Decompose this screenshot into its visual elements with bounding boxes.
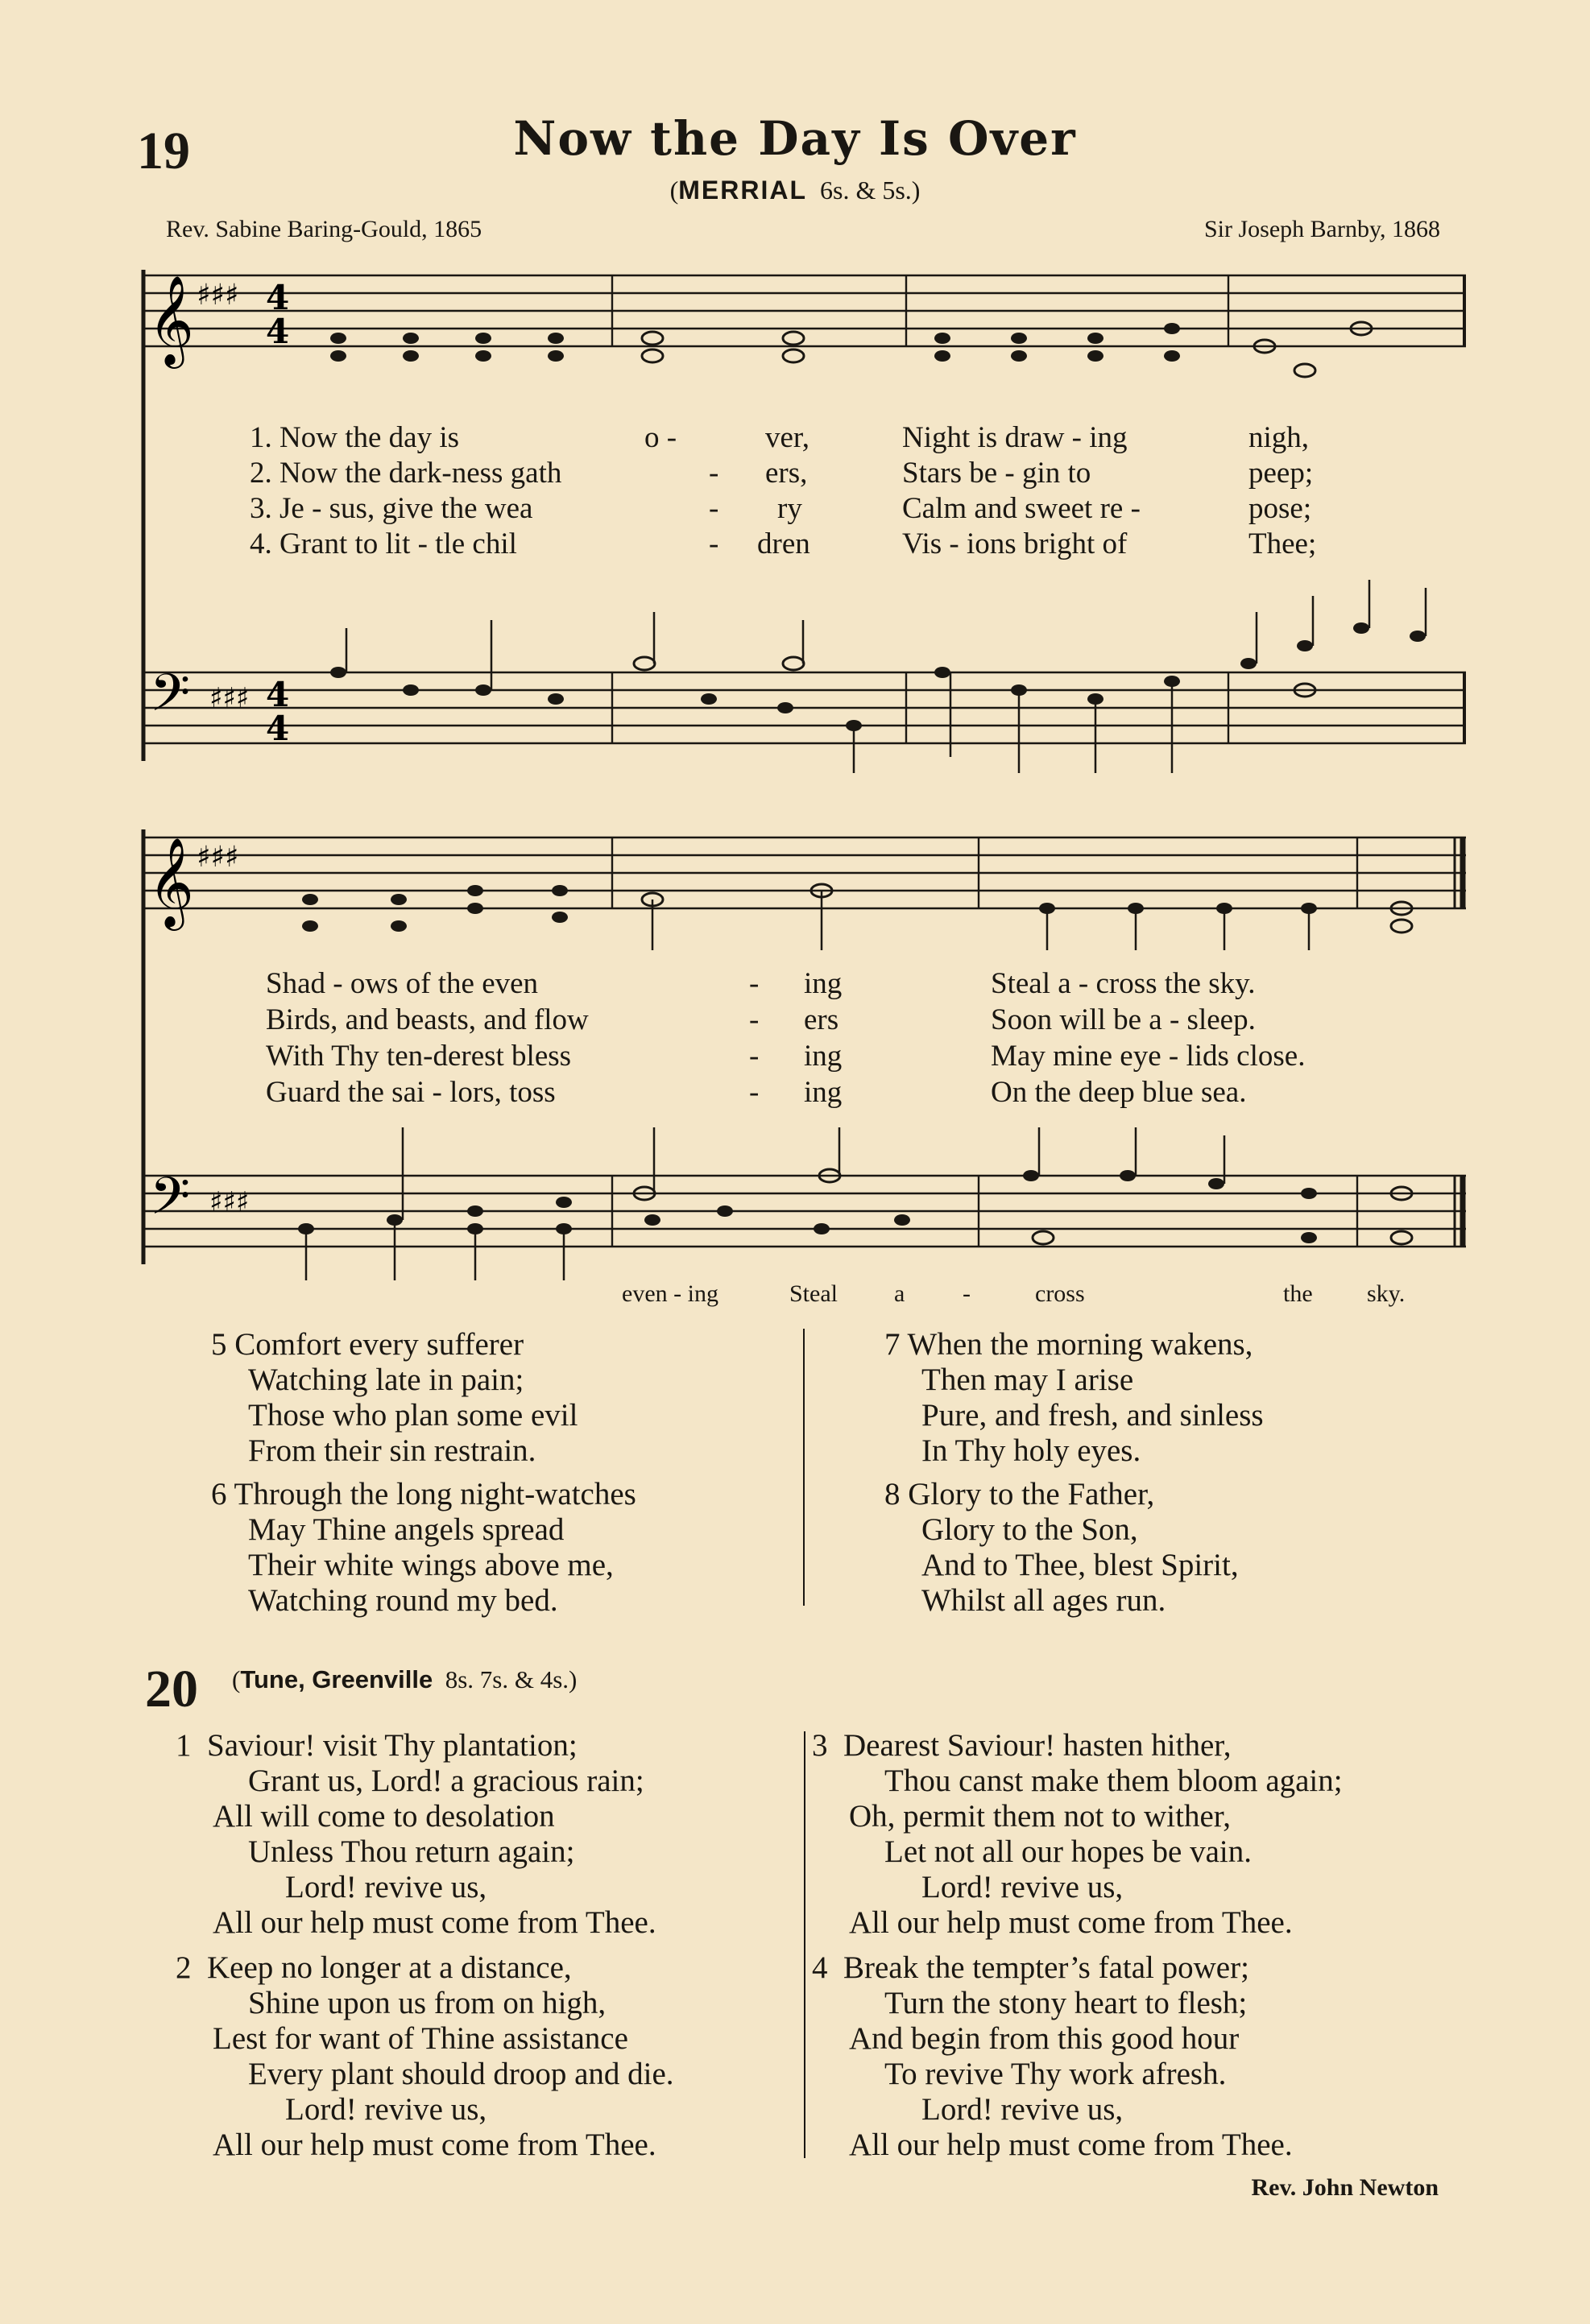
- tune-line: [0, 176, 1590, 205]
- svg-text:4: 4: [266, 312, 290, 351]
- hymn-title: Now the Day Is Over: [513, 111, 1077, 166]
- svg-text:♯♯♯: ♯♯♯: [197, 841, 239, 874]
- stanza-3: 3 Dearest Saviour! hasten hither, Thou canst make them bloom again; Oh, permit them not to wither, Let not all our hopes be vain. Lord! revive us, All our help must come from Thee.: [812, 1728, 1343, 1940]
- lyric-line: 1. Now the day is o - ver, Night is draw - ing nigh,: [250, 421, 1310, 454]
- hymn-number: 19: [137, 122, 190, 180]
- bass-clef-icon: 𝄢: [150, 664, 191, 736]
- treble-clef-icon: 𝄞: [148, 275, 194, 365]
- svg-text:4: 4: [266, 709, 290, 748]
- words-credit: Rev. Sabine Baring-Gould, 1865: [166, 216, 482, 242]
- svg-text:♯♯♯: ♯♯♯: [209, 1186, 250, 1218]
- lyric-line: Birds, and beasts, and flow - ers Soon will be a - sleep.: [266, 1003, 1256, 1036]
- stanza-2: 2 Keep no longer at a distance, Shine upon us from on high, Lest for want of Thine assistance Every plant should droop and die. Lord! revive us, All our help must come from Thee.: [176, 1950, 674, 2162]
- treble-clef-icon: 𝄞: [148, 837, 194, 927]
- svg-text:♯♯♯: ♯♯♯: [209, 682, 250, 714]
- lyric-line: Shad - ows of the even - ing Steal a - cross the sky.: [266, 967, 1256, 1000]
- author-credit: Rev. John Newton: [1251, 2174, 1439, 2201]
- tune-line: (Tune, Greenville 8s. 7s. & 4s.): [232, 1665, 578, 1693]
- tune-meter: 6s. & 5s.): [819, 176, 921, 205]
- svg-text:4: 4: [266, 278, 290, 317]
- stanza-1: 1 Saviour! visit Thy plantation; Grant us, Lord! a gracious rain; All will come to desolation Unless Thou return again; Lord! revive us, All our help must come from Thee.: [176, 1728, 656, 1940]
- key-sharps-icon: ♯♯♯: [197, 279, 239, 312]
- stanza-7: 7 When the morning wakens, Then may I arise Pure, and fresh, and sinless In Thy holy eyes.: [884, 1327, 1264, 1468]
- tune-name: MERRIAL: [678, 176, 807, 205]
- hymn-number: 20: [145, 1660, 198, 1718]
- svg-text:4: 4: [266, 675, 290, 714]
- column-divider: [803, 1329, 805, 1606]
- lyric-line: With Thy ten-derest bless - ing May mine eye - lids close.: [266, 1040, 1306, 1073]
- music-credit: Sir Joseph Barnby, 1868: [1203, 216, 1440, 242]
- verses-system-1: [250, 420, 1458, 562]
- lyric-line: 4. Grant to lit - tle chil - dren Vis - ions bright of Thee;: [250, 527, 1317, 560]
- lyric-line: 3. Je - sus, give the wea - ry Calm and sweet re - pose;: [250, 492, 1312, 525]
- bass-clef-icon: 𝄢: [150, 1167, 191, 1239]
- stanza-4: 4 Break the tempter’s fatal power; Turn the stony heart to flesh; And begin from this good hour To revive Thy work afresh. Lord! revive us, All our help must come from Thee.: [812, 1950, 1293, 2162]
- stanza-5: 5 Comfort every sufferer Watching late in pain; Those who plan some evil From their sin restrain.: [211, 1327, 578, 1468]
- verses-system-2: [266, 966, 1474, 1111]
- stanza-6: 6 Through the long night-watches May Thine angels spread Their white wings above me, Watching round my bed.: [211, 1477, 636, 1618]
- stanza-8: 8 Glory to the Father, Glory to the Son, And to Thee, blest Spirit, Whilst all ages run.: [884, 1477, 1239, 1618]
- lyric-line: Guard the sai - lors, toss - ing On the deep blue sea.: [266, 1076, 1247, 1109]
- bass-words: even - ing Steal a - cross the sky.: [622, 1280, 1406, 1307]
- lyric-line: 2. Now the dark-ness gath - ers, Stars be - gin to peep;: [250, 457, 1314, 490]
- column-divider: [804, 1731, 805, 2158]
- tune-paren: (: [669, 176, 679, 205]
